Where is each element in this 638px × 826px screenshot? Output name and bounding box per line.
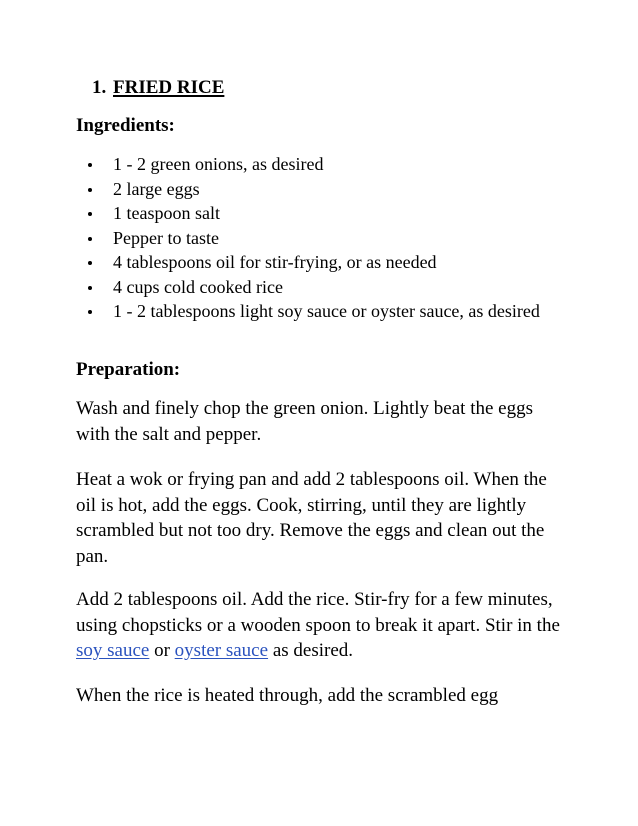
preparation-paragraph-3 [76,587,566,664]
ingredient-text: 2 large eggs [113,178,200,199]
bullet-icon [88,163,92,167]
ingredient-text: 1 - 2 tablespoons light soy sauce or oyster sauce, as desired [113,301,540,321]
title-number: 1. [92,77,107,98]
ingredient-text: 1 teaspoon salt [113,203,220,223]
ingredients-heading: Ingredients: [76,115,175,136]
preparation-paragraph-2: Heat a wok or frying pan and add 2 tablespoons oil. When the oil is hot, add the eggs. Cook, stirring, until they are lightly scrambled but not too dry. Remove the eggs and clean out the pan. [76,469,547,567]
paragraph-text: as desired. [268,640,354,661]
title-text: FRIED RICE [113,77,225,98]
bullet-icon [88,310,92,314]
bullet-icon [88,286,92,290]
ingredient-item [88,201,558,226]
ingredient-text: Pepper to taste [113,227,219,248]
ingredient-text: 4 tablespoons oil for stir-frying, or as needed [113,252,437,272]
ingredient-item [88,275,558,300]
preparation-paragraph-4: When the rice is heated through, add the scrambled egg [76,685,499,706]
recipe-title [92,76,224,100]
ingredient-item [88,299,558,324]
preparation-heading: Preparation: [76,359,181,380]
ingredient-text: 1 - 2 green onions, as desired [113,154,324,174]
ingredient-item [88,226,558,251]
bullet-icon [88,188,92,192]
bullet-icon [88,237,92,241]
paragraph-text: or [149,640,175,661]
bullet-icon [88,261,92,265]
ingredient-item [88,152,558,177]
bullet-icon [88,212,92,216]
soy-sauce-link[interactable]: soy sauce [76,640,150,661]
oyster-sauce-link[interactable]: oyster sauce [174,640,269,661]
ingredients-list [88,152,558,324]
ingredient-text: 4 cups cold cooked rice [113,276,283,297]
ingredient-item [88,250,558,275]
paragraph-text: Add 2 tablespoons oil. Add the rice. Stir-fry for a few minutes, using chopsticks or a wooden spoon to break it apart. Stir in the [76,589,560,636]
preparation-paragraph-1: Wash and finely chop the green onion. Lightly beat the eggs with the salt and pepper. [76,398,533,445]
ingredient-item [88,177,558,202]
